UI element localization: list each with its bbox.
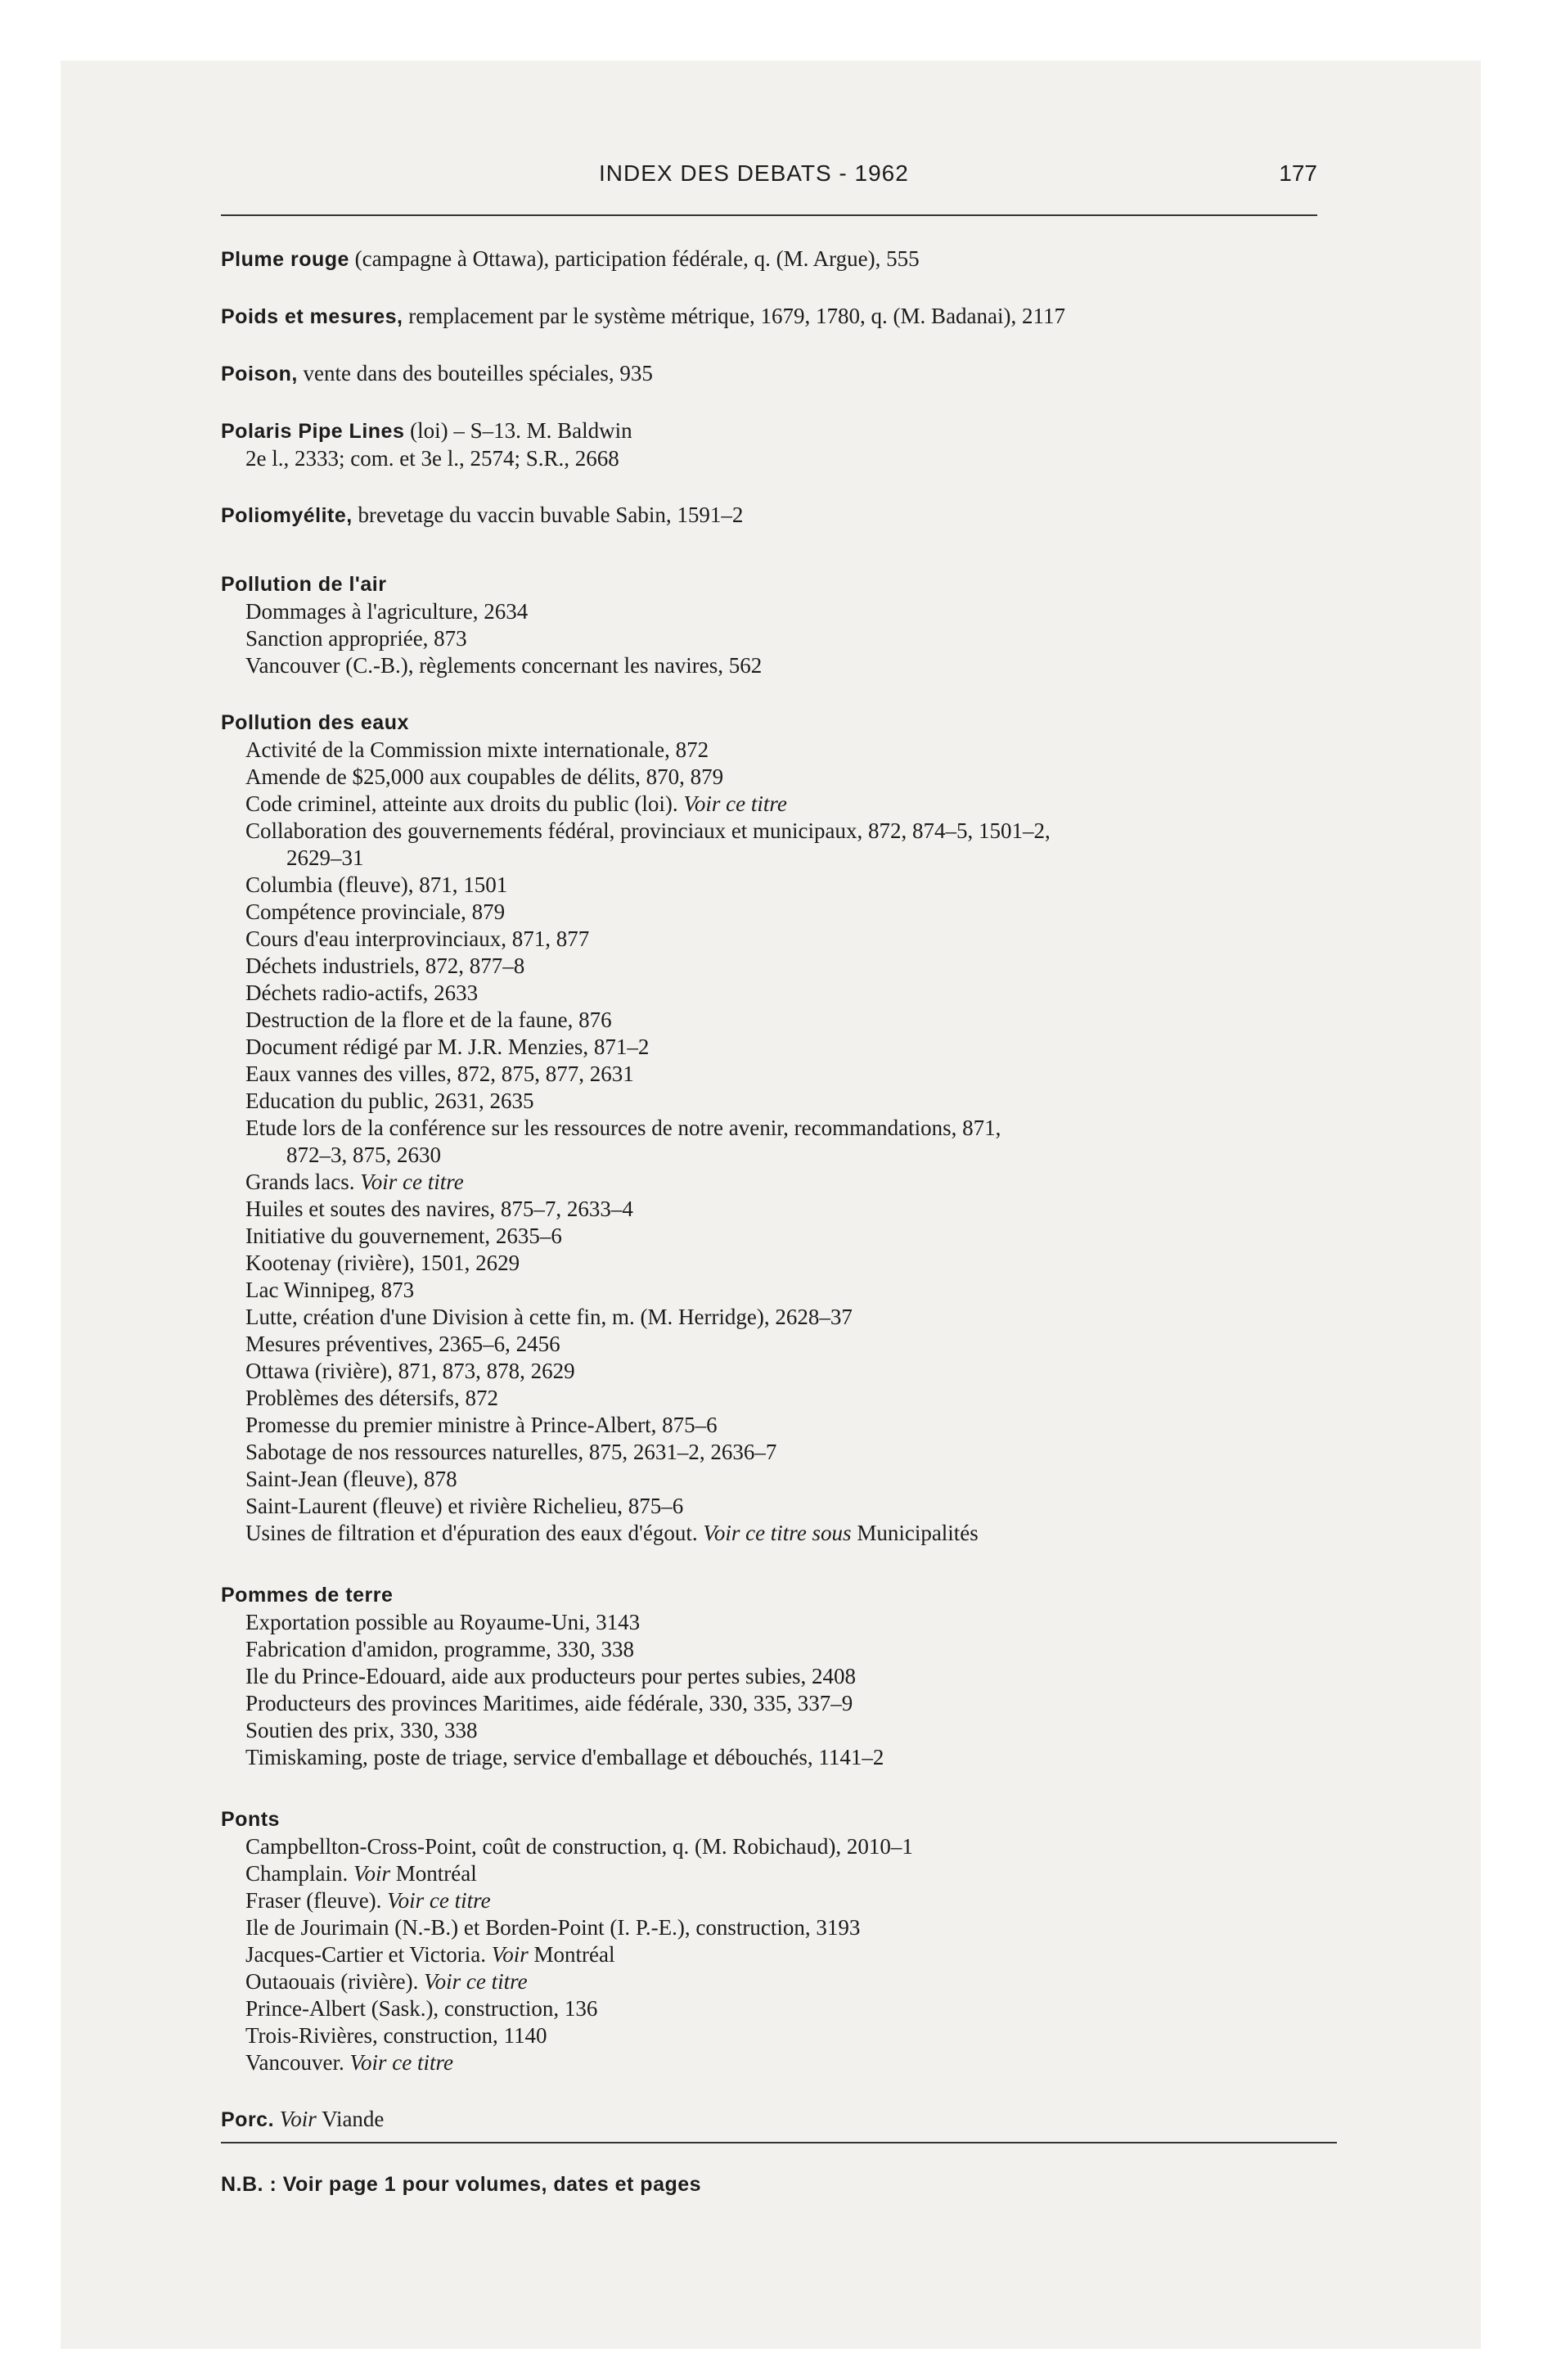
list-item: Grands lacs. Voir ce titre: [245, 1170, 464, 1194]
list-item: Initiative du gouvernement, 2635–6: [245, 1224, 562, 1248]
page-title: INDEX DES DEBATS - 1962: [599, 160, 909, 186]
index-body: [221, 246, 1366, 2134]
list-item: Activité de la Commission mixte internationale, 872: [245, 737, 709, 762]
list-item: Cours d'eau interprovinciaux, 871, 877: [245, 926, 590, 951]
list-item: Ottawa (rivière), 871, 873, 878, 2629: [245, 1359, 575, 1383]
list-item: Trois-Rivières, construction, 1140: [245, 2023, 547, 2048]
list-item: Saint-Jean (fleuve), 878: [245, 1467, 457, 1491]
entry-polaris-line2: 2e l., 2333; com. et 3e l., 2574; S.R., 2668: [245, 446, 619, 471]
list-item: Collaboration des gouvernements fédéral, provinciaux et municipaux, 872, 874–5, 1501–2,: [245, 818, 1051, 843]
list-item: Prince-Albert (Sask.), construction, 136: [245, 1996, 598, 2021]
entry-poliomyelite: Poliomyélite, brevetage du vaccin buvable Sabin, 1591–2: [221, 503, 744, 527]
see-reference: Voir ce titre: [424, 1969, 528, 1994]
list-item: Ile du Prince-Edouard, aide aux producteurs pour pertes subies, 2408: [245, 1664, 857, 1688]
list-item: Columbia (fleuve), 871, 1501: [245, 872, 508, 897]
list-item: Ile de Jourimain (N.-B.) et Borden-Point (I. P.-E.), construction, 3193: [245, 1915, 861, 1940]
list-item: Lac Winnipeg, 873: [245, 1278, 415, 1302]
entry-polaris: Polaris Pipe Lines (loi) – S–13. M. Baldwin: [221, 418, 632, 443]
entry-poids-mesures: Poids et mesures, remplacement par le système métrique, 1679, 1780, q. (M. Badanai), 2117: [221, 304, 1066, 328]
list-item: Sanction appropriée, 873: [245, 626, 467, 651]
see-reference: Voir ce titre: [387, 1888, 491, 1913]
list-item: Exportation possible au Royaume-Uni, 3143: [245, 1610, 641, 1634]
see-reference: Voir ce titre: [360, 1170, 464, 1194]
list-item: Kootenay (rivière), 1501, 2629: [245, 1251, 520, 1275]
see-reference: Voir: [491, 1942, 529, 1967]
list-item: Fabrication d'amidon, programme, 330, 338: [245, 1637, 635, 1661]
list-item: Fraser (fleuve). Voir ce titre: [245, 1888, 491, 1913]
list-item: Campbellton-Cross-Point, coût de construction, q. (M. Robichaud), 2010–1: [245, 1834, 913, 1859]
list-item-continuation: 2629–31: [286, 845, 364, 870]
entry-porc: Porc. Voir Viande: [221, 2107, 385, 2131]
entry-poison: Poison, vente dans des bouteilles spéciales, 935: [221, 361, 653, 385]
list-item: Compétence provinciale, 879: [245, 899, 506, 924]
list-item: Code criminel, atteinte aux droits du public (loi). Voir ce titre: [245, 791, 787, 816]
entry-pommes-de-terre-heading: Pommes de terre: [221, 1584, 394, 1607]
list-item: Déchets industriels, 872, 877–8: [245, 953, 525, 978]
list-item: Amende de $25,000 aux coupables de délits, 870, 879: [245, 764, 724, 789]
list-item: Saint-Laurent (fleuve) et rivière Richelieu, 875–6: [245, 1494, 684, 1518]
list-item: Destruction de la flore et de la faune, 876: [245, 1007, 612, 1032]
list-item: Sabotage de nos ressources naturelles, 875, 2631–2, 2636–7: [245, 1440, 777, 1464]
see-reference: Voir ce titre: [683, 791, 787, 816]
entry-plume-rouge: Plume rouge (campagne à Ottawa), participation fédérale, q. (M. Argue), 555: [221, 246, 920, 271]
list-item: Promesse du premier ministre à Prince-Albert, 875–6: [245, 1413, 718, 1437]
see-reference: Voir: [353, 1861, 390, 1886]
list-item-continuation: 872–3, 875, 2630: [286, 1143, 441, 1167]
list-item: Jacques-Cartier et Victoria. Voir Montréal: [245, 1942, 615, 1967]
list-item: Dommages à l'agriculture, 2634: [245, 599, 529, 624]
list-item: Producteurs des provinces Maritimes, aide fédérale, 330, 335, 337–9: [245, 1691, 853, 1715]
list-item: Vancouver. Voir ce titre: [245, 2050, 453, 2075]
page-header: [221, 160, 1317, 198]
entry-pollution-air-heading: Pollution de l'air: [221, 573, 387, 596]
list-item: Education du public, 2631, 2635: [245, 1089, 534, 1113]
list-item: Problèmes des détersifs, 872: [245, 1386, 498, 1410]
list-item: Document rédigé par M. J.R. Menzies, 871–2: [245, 1034, 650, 1059]
footer-note: N.B. : Voir page 1 pour volumes, dates et pages: [221, 2173, 702, 2196]
list-item: Timiskaming, poste de triage, service d'emballage et débouchés, 1141–2: [245, 1745, 884, 1769]
footer-rule: [221, 2142, 1337, 2143]
list-item: Vancouver (C.-B.), règlements concernant les navires, 562: [245, 653, 763, 678]
entry-pollution-eaux-heading: Pollution des eaux: [221, 711, 409, 734]
list-item: Huiles et soutes des navires, 875–7, 2633–4: [245, 1197, 633, 1221]
see-reference: Voir ce titre sous: [703, 1521, 852, 1545]
page-number: 177: [1279, 160, 1317, 186]
list-item: Etude lors de la conférence sur les ressources de notre avenir, recommandations, 871,: [245, 1116, 1001, 1140]
see-reference: Voir ce titre: [349, 2050, 453, 2075]
list-item: Soutien des prix, 330, 338: [245, 1718, 478, 1742]
list-item: Usines de filtration et d'épuration des eaux d'égout. Voir ce titre sous Municipalités: [245, 1521, 979, 1545]
entry-ponts-heading: Ponts: [221, 1808, 280, 1831]
list-item: Déchets radio-actifs, 2633: [245, 980, 479, 1005]
see-reference: Voir: [279, 2107, 317, 2131]
list-item: Outaouais (rivière). Voir ce titre: [245, 1969, 528, 1994]
header-rule: [221, 214, 1317, 216]
list-item: Eaux vannes des villes, 872, 875, 877, 2631: [245, 1062, 634, 1086]
list-item: Lutte, création d'une Division à cette fin, m. (M. Herridge), 2628–37: [245, 1305, 853, 1329]
list-item: Champlain. Voir Montréal: [245, 1861, 477, 1886]
list-item: Mesures préventives, 2365–6, 2456: [245, 1332, 560, 1356]
